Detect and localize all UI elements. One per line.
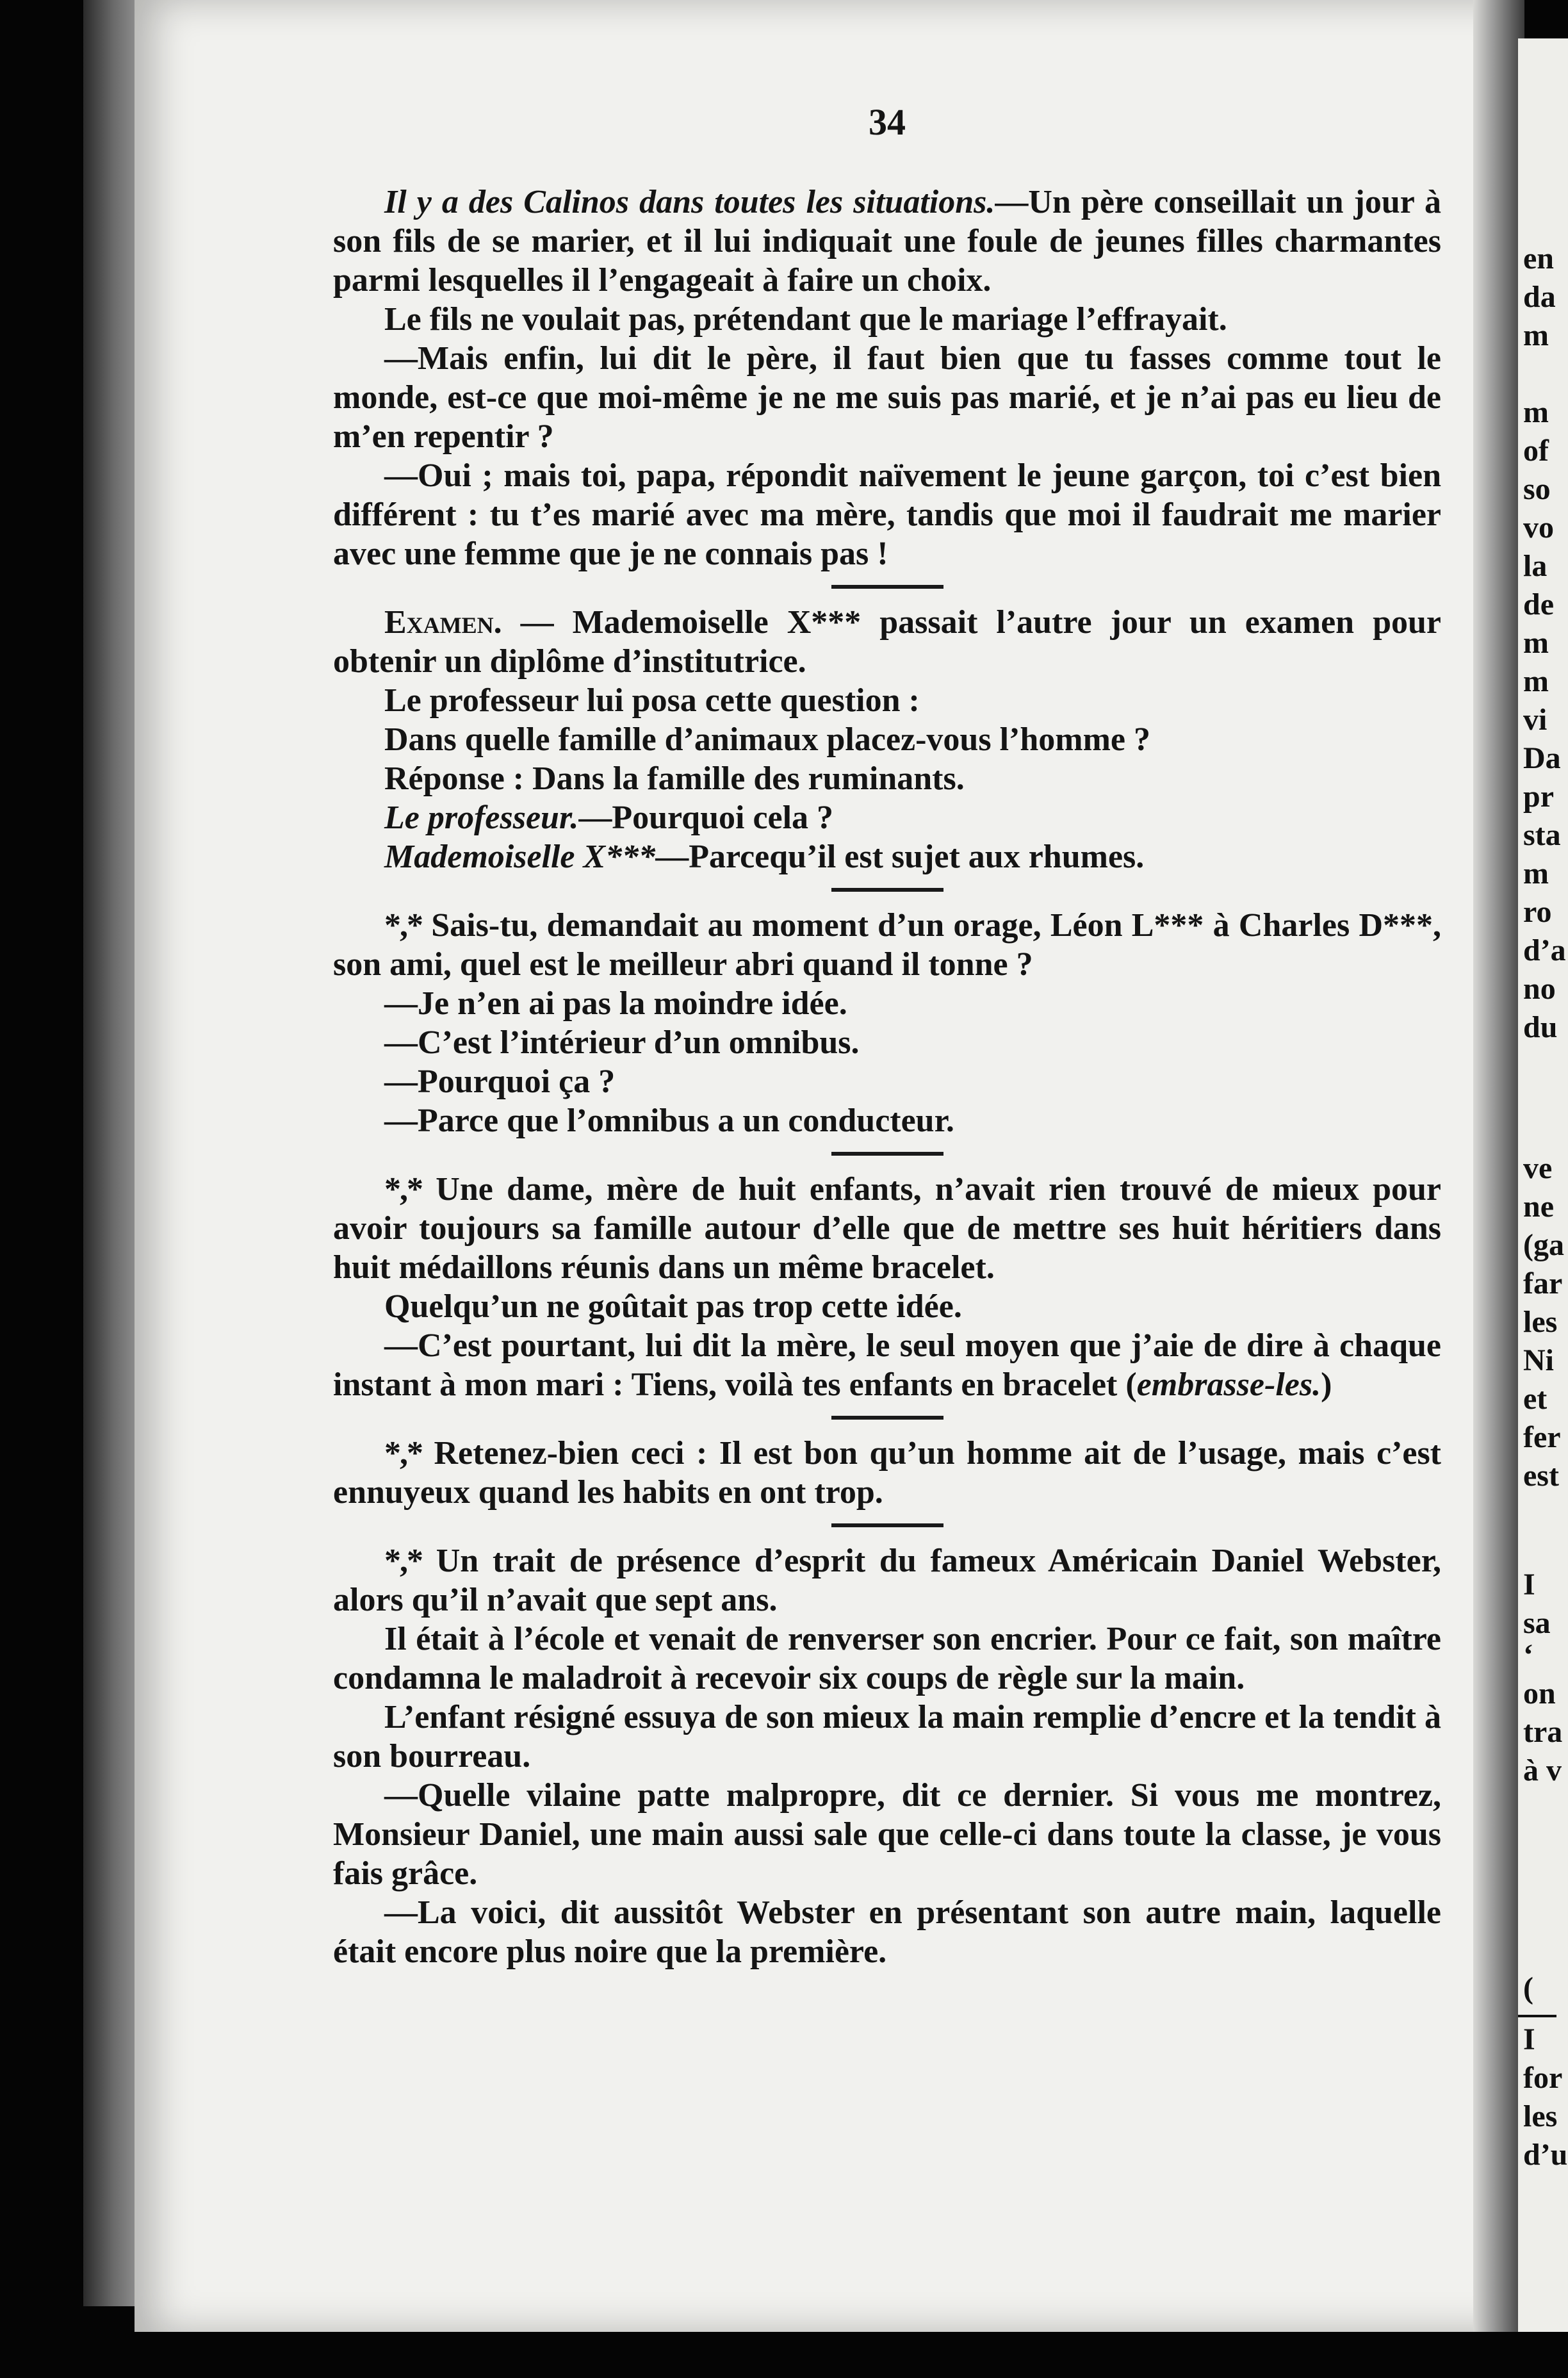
story-text: —Pourquoi cela ? bbox=[578, 800, 834, 836]
right-page-text-fragment: et bbox=[1523, 1382, 1548, 1416]
story-paragraph bbox=[333, 1434, 1441, 1512]
story-text: —Parcequ’il est sujet aux rhumes. bbox=[655, 839, 1145, 875]
right-page-text-fragment: for bbox=[1523, 2061, 1563, 2095]
separator-rule bbox=[831, 585, 943, 589]
story-paragraph: Il était à l’école et venait de renverser son encrier. Pour ce fait, son maître condamna le maladroit à recevoir six coups de règle sur la main. bbox=[333, 1621, 1441, 1696]
story-paragraph: —Oui ; mais toi, papa, répondit naïvement le jeune garçon, toi c’est bien différent : tu t’es marié avec ma mère, tandis que moi il faudrait me marier avec une femme que je ne connais pas ! bbox=[333, 457, 1441, 572]
right-page-text-fragment: en bbox=[1523, 242, 1554, 275]
asterism-icon: *,* bbox=[384, 1543, 422, 1579]
right-page-text-fragment: m bbox=[1523, 664, 1549, 698]
right-page-text-fragment: est bbox=[1523, 1459, 1559, 1493]
story-paragraph: Le professeur lui posa cette question : bbox=[384, 682, 920, 719]
story-paragraph: —La voici, dit aussitôt Webster en présentant son autre main, laquelle était encore plus noire que la première. bbox=[333, 1894, 1441, 1970]
right-page-text-fragment: m bbox=[1523, 857, 1549, 890]
story-paragraph: —Quelle vilaine patte malpropre, dit ce dernier. Si vous me montrez, Monsieur Daniel, une main aussi sale que celle-ci dans toute la classe, je vous fais grâce. bbox=[333, 1777, 1441, 1892]
right-page-text-fragment: sta bbox=[1523, 818, 1561, 852]
right-page-text-fragment: de bbox=[1523, 587, 1554, 621]
right-page-text-fragment: no bbox=[1523, 972, 1556, 1006]
right-page-text-fragment: tra bbox=[1523, 1715, 1563, 1749]
right-page-text-fragment: ro bbox=[1523, 895, 1552, 929]
right-page-text-fragment: m bbox=[1523, 626, 1549, 660]
right-page-text-fragment: I bbox=[1523, 2022, 1535, 2056]
story-text: —Un père conseillait un jour à son fils de se marier, et il lui indiquait une foule de jeunes filles charmantes parmi lesquelles il l’engageait à faire un choix. bbox=[333, 184, 1441, 299]
right-page-text-fragment: da bbox=[1523, 280, 1556, 314]
right-page-text-fragment: d’a bbox=[1523, 933, 1566, 967]
right-page-text-fragment: ‘ bbox=[1523, 1638, 1533, 1672]
right-page-text-fragment: m bbox=[1523, 318, 1549, 352]
right-page-text-fragment: les bbox=[1523, 2099, 1558, 2133]
story-text: Sais-tu, demandait au moment d’un orage, Léon L*** à Charles D***, son ami, quel est le meilleur abri quand il tonne ? bbox=[333, 907, 1441, 983]
story-paragraph bbox=[333, 1170, 1441, 1287]
right-page-text-fragment: Ni bbox=[1523, 1343, 1554, 1377]
right-page-text-fragment: I bbox=[1523, 1568, 1535, 1602]
right-page-text-fragment: la bbox=[1523, 549, 1548, 583]
right-page-fragment bbox=[1518, 38, 1568, 2332]
right-page-text-fragment: of bbox=[1523, 434, 1549, 468]
separator-rule bbox=[831, 1523, 943, 1527]
story-paragraph bbox=[333, 1541, 1441, 1620]
right-page-text-fragment: sa bbox=[1523, 1606, 1551, 1640]
story-text: Une dame, mère de huit enfants, n’avait rien trouvé de mieux pour avoir toujours sa famille autour d’elle que de mettre ses huit héritiers dans huit médaillons réunis dans un même bracelet. bbox=[333, 1171, 1441, 1286]
story-paragraph: Dans quelle famille d’animaux placez-vous l’homme ? bbox=[384, 721, 1150, 758]
speaker: Le professeur. bbox=[384, 800, 579, 836]
story-paragraph: Quelqu’un ne goûtait pas trop cette idée. bbox=[384, 1288, 962, 1325]
story-text-italic: embrasse-les. bbox=[1136, 1366, 1321, 1403]
right-page-text-fragment: Da bbox=[1523, 741, 1561, 775]
story-text: Retenez-bien ceci : Il est bon qu’un homme ait de l’usage, mais c’est ennuyeux quand les habits en ont trop. bbox=[333, 1435, 1441, 1511]
story-text: Un trait de présence d’esprit du fameux Américain Daniel Webster, alors qu’il n’avait que sept ans. bbox=[333, 1543, 1441, 1618]
story-paragraph: Le fils ne voulait pas, prétendant que le mariage l’effrayait. bbox=[384, 301, 1227, 338]
asterism-icon: *,* bbox=[384, 1435, 422, 1472]
story-paragraph bbox=[333, 1326, 1441, 1404]
asterism-icon: *,* bbox=[384, 907, 422, 944]
right-page-text-fragment: à v bbox=[1523, 1753, 1562, 1787]
right-page-rule bbox=[1518, 2015, 1556, 2017]
right-page-text-fragment: m bbox=[1523, 395, 1549, 429]
story-text: —C’est pourtant, lui dit la mère, le seul moyen que j’aie de dire à chaque instant à mon mari : Tiens, voilà tes enfants en bracelet ( bbox=[333, 1327, 1441, 1403]
story-text: ) bbox=[1321, 1366, 1332, 1403]
right-page-text-fragment: vi bbox=[1523, 703, 1548, 737]
page-number: 34 bbox=[869, 101, 906, 143]
book-gutter bbox=[1473, 0, 1524, 2332]
story-paragraph: —Mais enfin, lui dit le père, il faut bien que tu fasses comme tout le monde, est-ce que moi-même je ne me suis pas marié, et je n’ai pas eu lieu de m’en repentir ? bbox=[333, 340, 1441, 455]
right-page-text-fragment: pr bbox=[1523, 780, 1554, 814]
story-paragraph: —Parce que l’omnibus a un conducteur. bbox=[384, 1103, 954, 1139]
right-page-text-fragment: ve bbox=[1523, 1151, 1553, 1185]
page-content bbox=[333, 102, 1441, 1971]
right-page-text-fragment: d’u bbox=[1523, 2138, 1568, 2172]
story-title: Il y a des Calinos dans toutes les situations. bbox=[384, 184, 995, 220]
separator-rule bbox=[831, 1416, 943, 1420]
right-page-text-fragment: les bbox=[1523, 1305, 1558, 1339]
story-paragraph bbox=[333, 603, 1441, 681]
story-text: — Mademoiselle X*** passait l’autre jour un examen pour obtenir un diplôme d’institutrice. bbox=[333, 604, 1441, 680]
right-page-text-fragment: fer bbox=[1523, 1420, 1561, 1454]
right-page-text-fragment: ne bbox=[1523, 1190, 1554, 1224]
story-paragraph bbox=[333, 798, 1441, 837]
right-page-text-fragment: ( bbox=[1523, 1971, 1533, 2005]
story-paragraph: —Pourquoi ça ? bbox=[384, 1063, 616, 1100]
story-paragraph: Réponse : Dans la famille des ruminants. bbox=[384, 760, 965, 797]
right-page-text-fragment: on bbox=[1523, 1677, 1556, 1710]
right-page-text-fragment: (ga bbox=[1523, 1228, 1564, 1262]
right-page-text-fragment: far bbox=[1523, 1267, 1563, 1300]
story-paragraph bbox=[333, 906, 1441, 984]
story-title: Examen. bbox=[384, 604, 502, 641]
right-page-text-fragment: du bbox=[1523, 1010, 1558, 1044]
separator-rule bbox=[831, 888, 943, 892]
separator-rule bbox=[831, 1152, 943, 1156]
story-paragraph: —C’est l’intérieur d’un omnibus. bbox=[384, 1024, 860, 1061]
right-page-text-fragment: vo bbox=[1523, 511, 1554, 545]
speaker: Mademoiselle X*** bbox=[384, 839, 656, 875]
story-paragraph: L’enfant résigné essuya de son mieux la main remplie d’encre et la tendit à son bourreau. bbox=[333, 1699, 1441, 1775]
story-paragraph: —Je n’en ai pas la moindre idée. bbox=[384, 985, 847, 1022]
story-paragraph bbox=[333, 183, 1441, 300]
story-paragraph bbox=[333, 837, 1441, 876]
right-page-text-fragment: so bbox=[1523, 472, 1551, 506]
asterism-icon: *,* bbox=[384, 1171, 422, 1208]
